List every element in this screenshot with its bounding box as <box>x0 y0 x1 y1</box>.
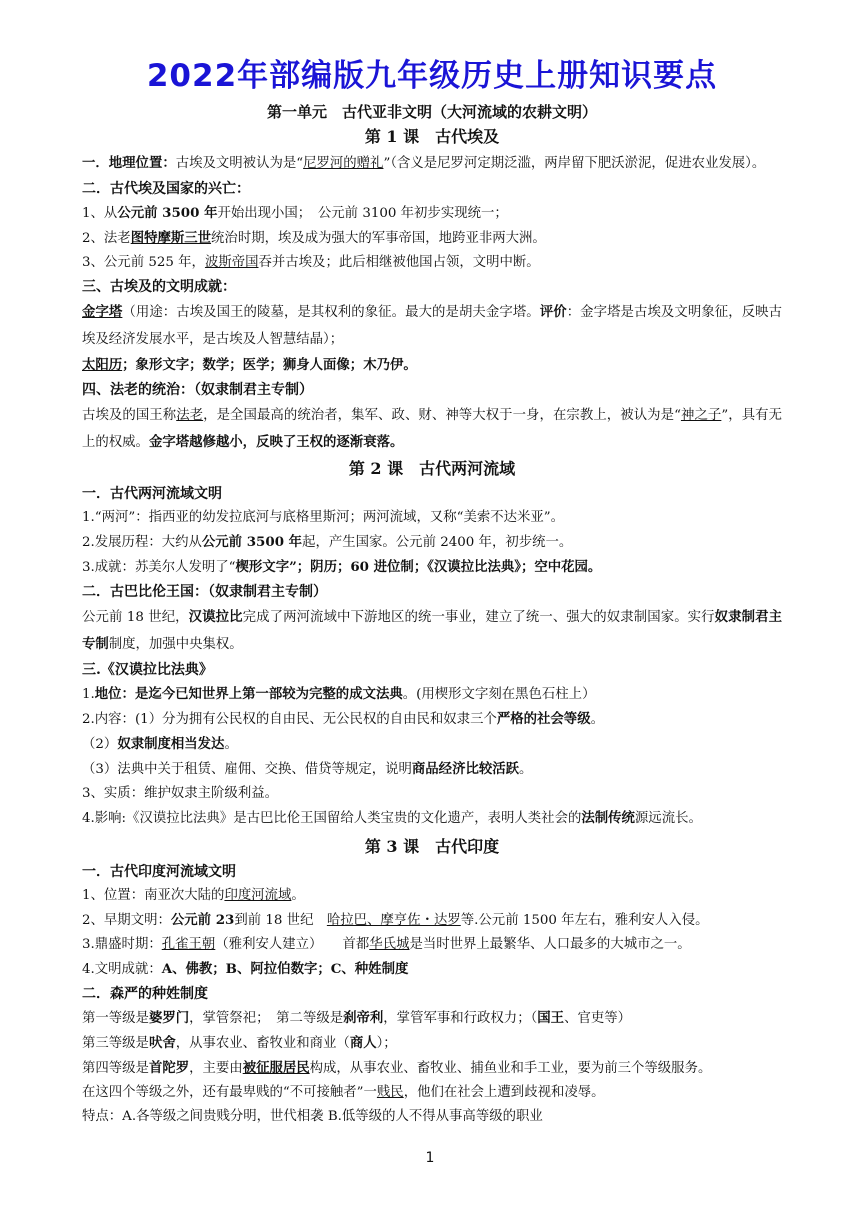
l3-caste-3: 第三等级是吠舍，从事农业、畜牧业和商业（商人）； <box>82 1035 397 1051</box>
l1-geography: 一．地理位置：古埃及文明被认为是“尼罗河的赠礼”（含义是尼罗河定期泛滥，两岸留下肥沃淤泥，促进农业发展）。 <box>82 155 766 171</box>
l2-code-item-2-2: （2）奴隶制度相当发达。 <box>82 736 238 752</box>
lesson-2-title: 第 2 课 古代两河流域 <box>348 459 516 478</box>
l2-code-item-3: 3、实质：维护奴隶主阶级利益。 <box>82 786 278 801</box>
l3-caste-1-2: 第一等级是婆罗门，掌管祭祀； 第二等级是刹帝利，掌管军事和行政权力；（国王、官吏等） <box>82 1010 632 1026</box>
l2-code-heading: 三.《汉谟拉比法典》 <box>82 662 213 678</box>
l2-item-2: 2.发展历程：大约从公元前 3500 年起，产生国家。公元前 2400 年，初步统一。 <box>82 534 573 550</box>
l3-item-2: 2、早期文明：公元前 23到前 18 世纪 哈拉巴、摩亨佐・达罗等.公元前 1500 年左右，雅利安人入侵。 <box>82 912 709 928</box>
l3-caste-4: 第四等级是首陀罗，主要由被征服居民构成，从事农业、畜牧业、捕鱼业和手工业，要为前三个等级服务。 <box>82 1060 712 1076</box>
l2-babylon-heading: 二．古巴比伦王国：（奴隶制君主专制） <box>82 584 327 600</box>
l3-item-3: 3.鼎盛时期：孔雀王朝（雅利安人建立） 首都华氏城是当时世界上最繁华、人口最多的大城市之一。 <box>82 937 691 952</box>
l2-babylon-text: 公元前 18 世纪，汉谟拉比完成了两河流域中下游地区的统一事业，建立了统一、强大的奴隶制国家。实行奴隶制君主专制制度，加强中央集权。 <box>82 609 783 652</box>
l1-achievements-heading: 三、古埃及的文明成就： <box>82 279 236 295</box>
unit-heading: 第一单元 古代亚非文明（大河流域的农耕文明） <box>266 103 597 121</box>
l3-caste-features: 特点：A.各等级之间贵贱分明，世代相袭 B.低等级的人不得从事高等级的职业 <box>82 1109 543 1124</box>
l2-code-item-1: 1.地位：是迄今已知世界上第一部较为完整的成文法典。(用楔形文字刻在黑色石柱上） <box>82 686 596 702</box>
l1-rise-fall-heading: 二．古代埃及国家的兴亡： <box>82 181 250 197</box>
l3-caste-heading: 二．森严的种姓制度 <box>82 986 208 1002</box>
document-title: 2022年部编版九年级历史上册知识要点 <box>146 58 718 94</box>
l1-pharaoh-heading: 四、法老的统治：（奴隶制君主专制） <box>82 382 313 398</box>
l2-item-3: 3.成就：苏美尔人发明了“楔形文字”；阴历；60 进位制；《汉谟拉比法典》；空中花园。 <box>82 559 602 575</box>
l3-item-4: 4.文明成就：A、佛教；B、阿拉伯数字；C、种姓制度 <box>82 961 409 977</box>
document-page <box>82 52 782 1129</box>
l2-code-item-2: 2.内容：(1）分为拥有公民权的自由民、无公民权的自由民和奴隶三个严格的社会等级。 <box>82 711 604 727</box>
l1-rise-fall-item-2: 2、法老图特摩斯三世统治时期，埃及成为强大的军事帝国，地跨亚非两大洲。 <box>82 230 546 246</box>
l3-civilization-heading: 一．古代印度河流域文明 <box>82 864 236 880</box>
l2-code-item-2-3: （3）法典中关于租赁、雇佣、交换、借贷等规定，说明商品经济比较活跃。 <box>82 761 533 777</box>
l1-pyramid-text: 金字塔（用途：古埃及国王的陵墓，是其权利的象征。最大的是胡夫金字塔。评价：金字塔是古埃及文明象征，反映古埃及经济发展水平，是古埃及人智慧结晶）； <box>82 304 783 347</box>
lesson-3-title: 第 3 课 古代印度 <box>364 837 500 856</box>
l1-rise-fall-item-3: 3、公元前 525 年，波斯帝国吞并古埃及；此后相继被他国占领，文明中断。 <box>82 255 540 270</box>
l3-item-1: 1、位置：南亚次大陆的印度河流域。 <box>82 888 305 903</box>
l1-rise-fall-item-1: 1、从公元前 3500 年开始出现小国； 公元前 3100 年初步实现统一； <box>82 205 508 221</box>
page-number: 1 <box>425 1150 435 1166</box>
l2-code-item-4: 4.影响:《汉谟拉比法典》是古巴比伦王国留给人类宝贵的文化遗产，表明人类社会的法制传统源远流长。 <box>82 810 702 826</box>
l1-pharaoh-text: 古埃及的国王称法老，是全国最高的统治者，集军、政、财、神等大权于一身，在宗教上，被认为是“神之子”，具有无上的权威。金字塔越修越小，反映了王权的逐渐衰落。 <box>82 408 783 450</box>
lesson-1-title: 第 1 课 古代埃及 <box>364 127 500 146</box>
l2-civilization-heading: 一．古代两河流域文明 <box>82 486 222 502</box>
l1-achievements-list: 太阳历；象形文字；数学；医学；狮身人面像；木乃伊。 <box>82 357 417 373</box>
l3-untouchables: 在这四个等级之外，还有最卑贱的“不可接触者”一贱民，他们在社会上遭到歧视和凌辱。 <box>82 1085 605 1100</box>
l2-item-1: 1.“两河”：指西亚的幼发拉底河与底格里斯河；两河流域，又称“美索不达米亚”。 <box>82 510 565 525</box>
